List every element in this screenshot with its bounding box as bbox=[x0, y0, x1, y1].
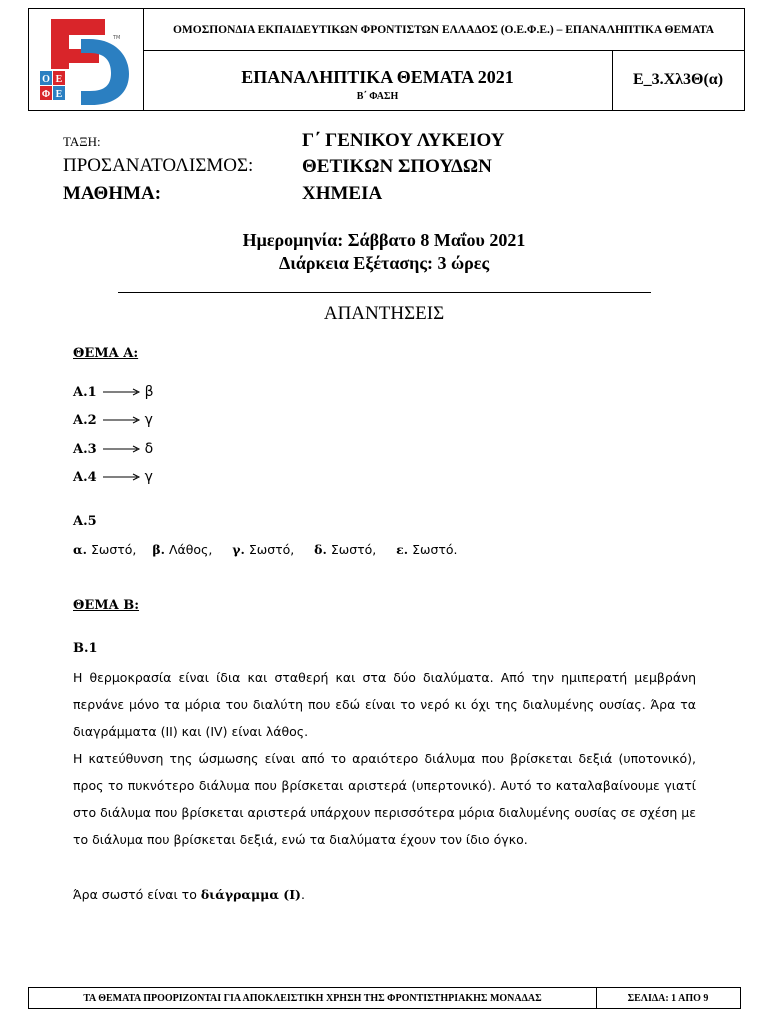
answer-a3 bbox=[73, 440, 153, 458]
arrow-right-icon bbox=[101, 387, 141, 397]
tm-mark: TM bbox=[113, 35, 121, 41]
logo-letter-e2: Ε bbox=[55, 89, 63, 100]
title-cell bbox=[143, 50, 613, 110]
answer-a4 bbox=[73, 468, 153, 486]
theme-a-title: ΘΕΜΑ Α: bbox=[73, 346, 139, 361]
class-label: ΤΑΞΗ: bbox=[63, 134, 101, 149]
exam-phase: Β΄ ΦΑΣΗ bbox=[356, 91, 399, 102]
answer-a2 bbox=[73, 411, 153, 429]
a5-text: Σωστό, bbox=[90, 542, 137, 557]
class-value: Γ΄ ΓΕΝΙΚΟΥ ΛΥΚΕΙΟΥ bbox=[302, 130, 505, 151]
exam-duration: Διάρκεια Εξέτασης: 3 ώρες bbox=[278, 253, 490, 273]
a5-letter: β. bbox=[152, 542, 165, 557]
b1-label: Β.1 bbox=[73, 641, 98, 656]
footer-notice: ΤΑ ΘΕΜΑΤΑ ΠΡΟΟΡΙΖΟΝΤΑΙ ΓΙΑ ΑΠΟΚΛΕΙΣΤΙΚΗ ΧΡΗΣΗ ΤΗΣ ΦΡΟΝΤΙΣΤΗΡΙΑΚΗΣ ΜΟΝΑΔΑΣ bbox=[29, 988, 597, 1008]
item-answer: δ bbox=[144, 441, 154, 457]
organization-name: ΟΜΟΣΠΟΝΔΙΑ ΕΚΠΑΙΔΕΥΤΙΚΩΝ ΦΡΟΝΤΙΣΤΩΝ ΕΛΛΑΔΟΣ (Ο.Ε.Φ.Ε.) – ΕΠΑΝΑΛΗΠΤΙΚΑ ΘΕΜΑΤΑ bbox=[143, 9, 744, 51]
a5-text: Σωστό, bbox=[248, 542, 295, 557]
exam-date: Ημερομηνία: Σάββατο 8 Μαΐου 2021 bbox=[242, 230, 526, 250]
arrow-right-icon bbox=[101, 444, 141, 454]
b1-paragraph-1: Η θερμοκρασία είναι ίδια και σταθερή και στα δύο διαλύματα. Από την ημιπερατή μεμβράνη περνάνε μόνο τα μόρια του διαλύτη που εδώ είναι το νερό κι όχι της διαλυμένης ουσίας. Άρα τα διαγράμματα (ΙΙ) και (IV) είναι λάθος. bbox=[73, 670, 696, 739]
a5-text: Λάθος, bbox=[168, 542, 213, 557]
b1-paragraph-2: Η κατεύθυνση της ώσμωσης είναι από το αραιότερο διάλυμα που βρίσκεται δεξιά (υποτονικό), προς το πυκνότερο διάλυμα που βρίσκεται αριστερά (υπερτονικό). Αυτό το καταλαβαίνουμε γιατί στο διάλυμα που βρίσκεται αριστερά υπάρχουν περισσότερα μόρια διαλυμένης ουσίας σε σχέση με το διάλυμα που βρίσκεται δεξιά, ενώ τα διαλύματα έχουν τον ίδιο όγκο. bbox=[73, 751, 696, 847]
a5-text: Σωστό, bbox=[330, 542, 377, 557]
item-label: Α.4 bbox=[73, 470, 97, 485]
item-label: Α.1 bbox=[73, 385, 97, 400]
conclusion-answer: διάγραμμα (Ι) bbox=[200, 887, 301, 902]
a5-text: Σωστό. bbox=[412, 542, 458, 557]
item-label: Α.2 bbox=[73, 413, 97, 428]
a5-letter: ε. bbox=[396, 542, 409, 557]
item-label: Α.3 bbox=[73, 442, 97, 457]
item-answer: β bbox=[144, 384, 154, 400]
course-label: ΜΑΘΗΜΑ: bbox=[63, 183, 162, 204]
orientation-label: ΠΡΟΣΑΝΑΤΟΛΙΣΜΟΣ: bbox=[63, 155, 254, 176]
answers-title: ΑΠΑΝΤΗΣΕΙΣ bbox=[323, 303, 445, 324]
b1-conclusion bbox=[73, 881, 696, 908]
a5-letter: δ. bbox=[314, 542, 327, 557]
logo-letter-o: Ο bbox=[42, 74, 50, 85]
a5-answers bbox=[73, 542, 458, 557]
a5-letter: α. bbox=[73, 542, 87, 557]
logo-cell bbox=[29, 9, 144, 110]
item-answer: γ bbox=[144, 412, 153, 428]
arrow-right-icon bbox=[101, 415, 141, 425]
logo-letter-f: Φ bbox=[41, 89, 51, 100]
exam-title: ΕΠΑΝΑΛΗΠΤΙΚΑ ΘΕΜΑΤΑ 2021 bbox=[241, 67, 514, 87]
course-value: ΧΗΜΕΙΑ bbox=[302, 183, 383, 204]
orientation-value: ΘΕΤΙΚΩΝ ΣΠΟΥΔΩΝ bbox=[302, 156, 492, 177]
conclusion-prefix: Άρα σωστό είναι το bbox=[73, 887, 201, 902]
item-answer: γ bbox=[144, 469, 153, 485]
theme-b-title: ΘΕΜΑ Β: bbox=[73, 598, 140, 613]
a5-label: Α.5 bbox=[73, 514, 97, 529]
conclusion-suffix: . bbox=[300, 887, 305, 902]
arrow-right-icon bbox=[101, 472, 141, 482]
oefe-logo bbox=[29, 9, 143, 110]
answer-a1 bbox=[73, 383, 154, 401]
logo-letter-e1: Ε bbox=[55, 74, 63, 85]
a5-letter: γ. bbox=[232, 542, 245, 557]
header-table bbox=[28, 8, 745, 111]
footer bbox=[28, 987, 741, 1009]
exam-code: Ε_3.Χλ3Θ(α) bbox=[632, 71, 724, 88]
divider bbox=[118, 292, 651, 293]
page-number: ΣΕΛΙΔΑ: 1 ΑΠΟ 9 bbox=[627, 992, 709, 1004]
